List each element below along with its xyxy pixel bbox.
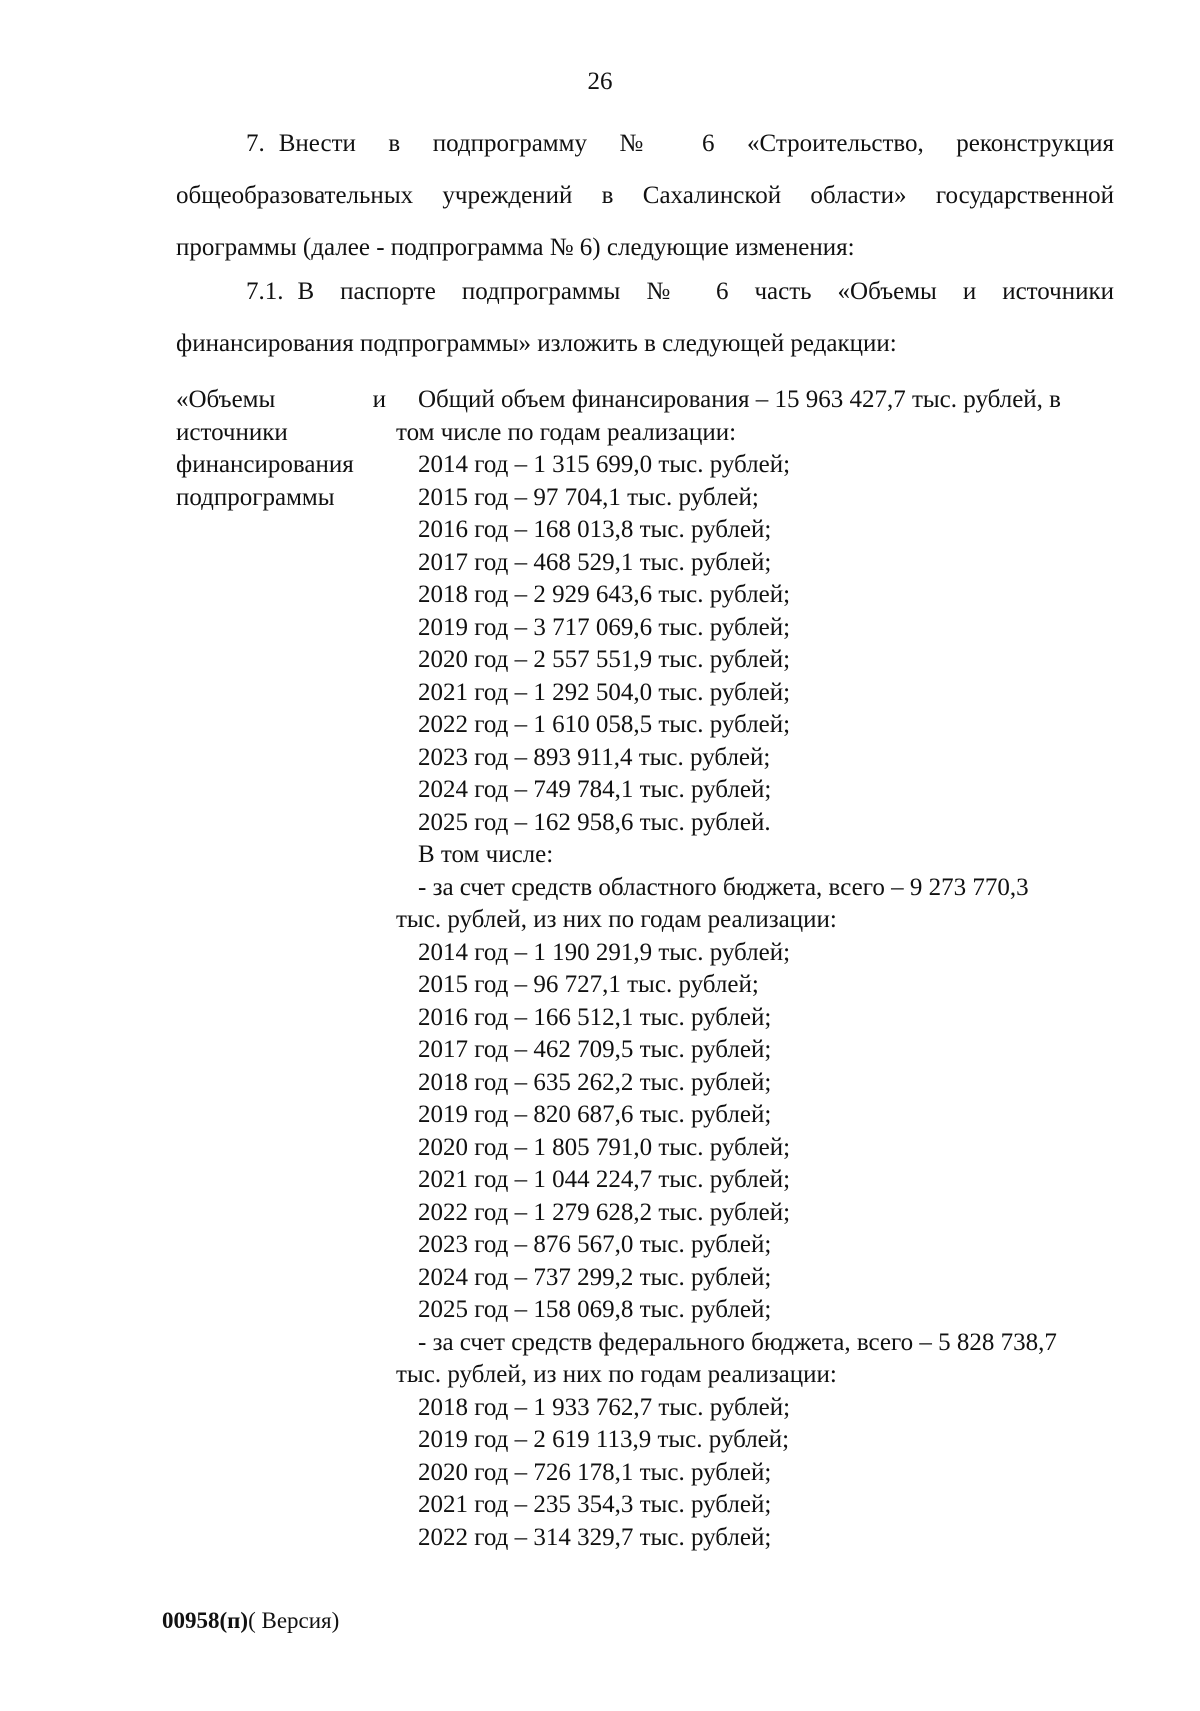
total-year-item: 2018 год – 2 929 643,6 тыс. рублей; (418, 581, 791, 608)
funding-label-word-volumes: «Объемы (176, 386, 276, 413)
regional-year-item: 2015 год – 96 727,1 тыс. рублей; (418, 971, 759, 998)
regional-year-item: 2023 год – 876 567,0 тыс. рублей; (418, 1231, 772, 1258)
funding-details-column (396, 384, 1136, 1554)
funding-label-line-2: источники (176, 418, 288, 446)
document-version: ( Версия) (248, 1608, 340, 1633)
funding-label-line-4: подпрограммы (176, 483, 335, 511)
total-year-item: 2025 год – 162 958,6 тыс. рублей. (418, 808, 771, 836)
funding-label-line-1 (176, 384, 386, 417)
funding-label-line-3: финансирования (176, 451, 354, 478)
federal-year-item: 2020 год – 726 178,1 тыс. рублей; (418, 1458, 772, 1486)
regional-years-list (396, 937, 1136, 1327)
federal-year-item: 2021 год – 235 354,3 тыс. рублей; (418, 1491, 772, 1518)
total-funding-line-cont: том числе по годам реализации: (396, 418, 737, 446)
total-funding-line: Общий объем финансирования – 15 963 427,7 тыс. рублей, в (418, 386, 1061, 413)
total-year-item: 2021 год – 1 292 504,0 тыс. рублей; (418, 678, 791, 706)
paragraph-7-text: Внести в подпрограмму № 6 «Строительство, реконструкция общеобразовательных учреждений в Сахалинской области» государственной программы (далее - подпрограмма № 6) следующие изменения: (176, 130, 1114, 261)
federal-budget-line: - за счет средств федерального бюджета, всего – 5 828 738,7 (418, 1328, 1057, 1356)
regional-budget-line-cont: тыс. рублей, из них по годам реализации: (396, 906, 837, 933)
total-year-item: 2017 год – 468 529,1 тыс. рублей; (418, 548, 772, 576)
paragraph-7-1-number: 7.1. (246, 278, 284, 305)
total-year-item: 2019 год – 3 717 069,6 тыс. рублей; (418, 613, 791, 641)
regional-year-item: 2014 год – 1 190 291,9 тыс. рублей; (418, 938, 791, 966)
document-code: 00958(п) (162, 1608, 249, 1633)
regional-year-item: 2020 год – 1 805 791,0 тыс. рублей; (418, 1133, 791, 1161)
funding-label-word-and: и (372, 386, 386, 413)
regional-year-item: 2017 год – 462 709,5 тыс. рублей; (418, 1036, 772, 1063)
total-year-item: 2022 год – 1 610 058,5 тыс. рублей; (418, 711, 791, 738)
document-footer (162, 1608, 339, 1634)
regional-year-item: 2024 год – 737 299,2 тыс. рублей; (418, 1263, 772, 1291)
total-year-item: 2024 год – 749 784,1 тыс. рублей; (418, 776, 772, 803)
federal-year-item: 2019 год – 2 619 113,9 тыс. рублей; (418, 1426, 790, 1453)
total-year-item: 2023 год – 893 911,4 тыс. рублей; (418, 743, 771, 771)
total-year-item: 2020 год – 2 557 551,9 тыс. рублей; (418, 646, 791, 673)
paragraph-7-1-text: В паспорте подпрограммы № 6 часть «Объемы и источники финансирования подпрограммы» изложить в следующей редакции: (176, 278, 1114, 357)
regional-year-item: 2018 год – 635 262,2 тыс. рублей; (418, 1068, 772, 1096)
regional-year-item: 2019 год – 820 687,6 тыс. рублей; (418, 1101, 772, 1128)
funding-label-column (176, 384, 386, 514)
total-year-item: 2016 год – 168 013,8 тыс. рублей; (418, 516, 772, 543)
paragraph-7 (176, 118, 1114, 274)
paragraph-7-1 (176, 266, 1114, 370)
including-heading: В том числе: (418, 841, 554, 868)
regional-year-item: 2022 год – 1 279 628,2 тыс. рублей; (418, 1198, 791, 1226)
federal-year-item: 2018 год – 1 933 762,7 тыс. рублей; (418, 1393, 791, 1421)
regional-budget-line: - за счет средств областного бюджета, всего – 9 273 770,3 (418, 873, 1029, 901)
regional-year-item: 2025 год – 158 069,8 тыс. рублей; (418, 1296, 772, 1323)
federal-budget-line-cont: тыс. рублей, из них по годам реализации: (396, 1361, 837, 1388)
total-year-item: 2014 год – 1 315 699,0 тыс. рублей; (418, 451, 791, 478)
total-year-item: 2015 год – 97 704,1 тыс. рублей; (418, 483, 759, 511)
federal-years-list (396, 1392, 1136, 1555)
regional-year-item: 2016 год – 166 512,1 тыс. рублей; (418, 1003, 772, 1031)
federal-year-item: 2022 год – 314 329,7 тыс. рублей; (418, 1523, 772, 1551)
paragraph-7-number: 7. (246, 130, 265, 157)
total-years-list (396, 449, 1136, 839)
page-number: 26 (587, 68, 613, 95)
regional-year-item: 2021 год – 1 044 224,7 тыс. рублей; (418, 1166, 791, 1193)
